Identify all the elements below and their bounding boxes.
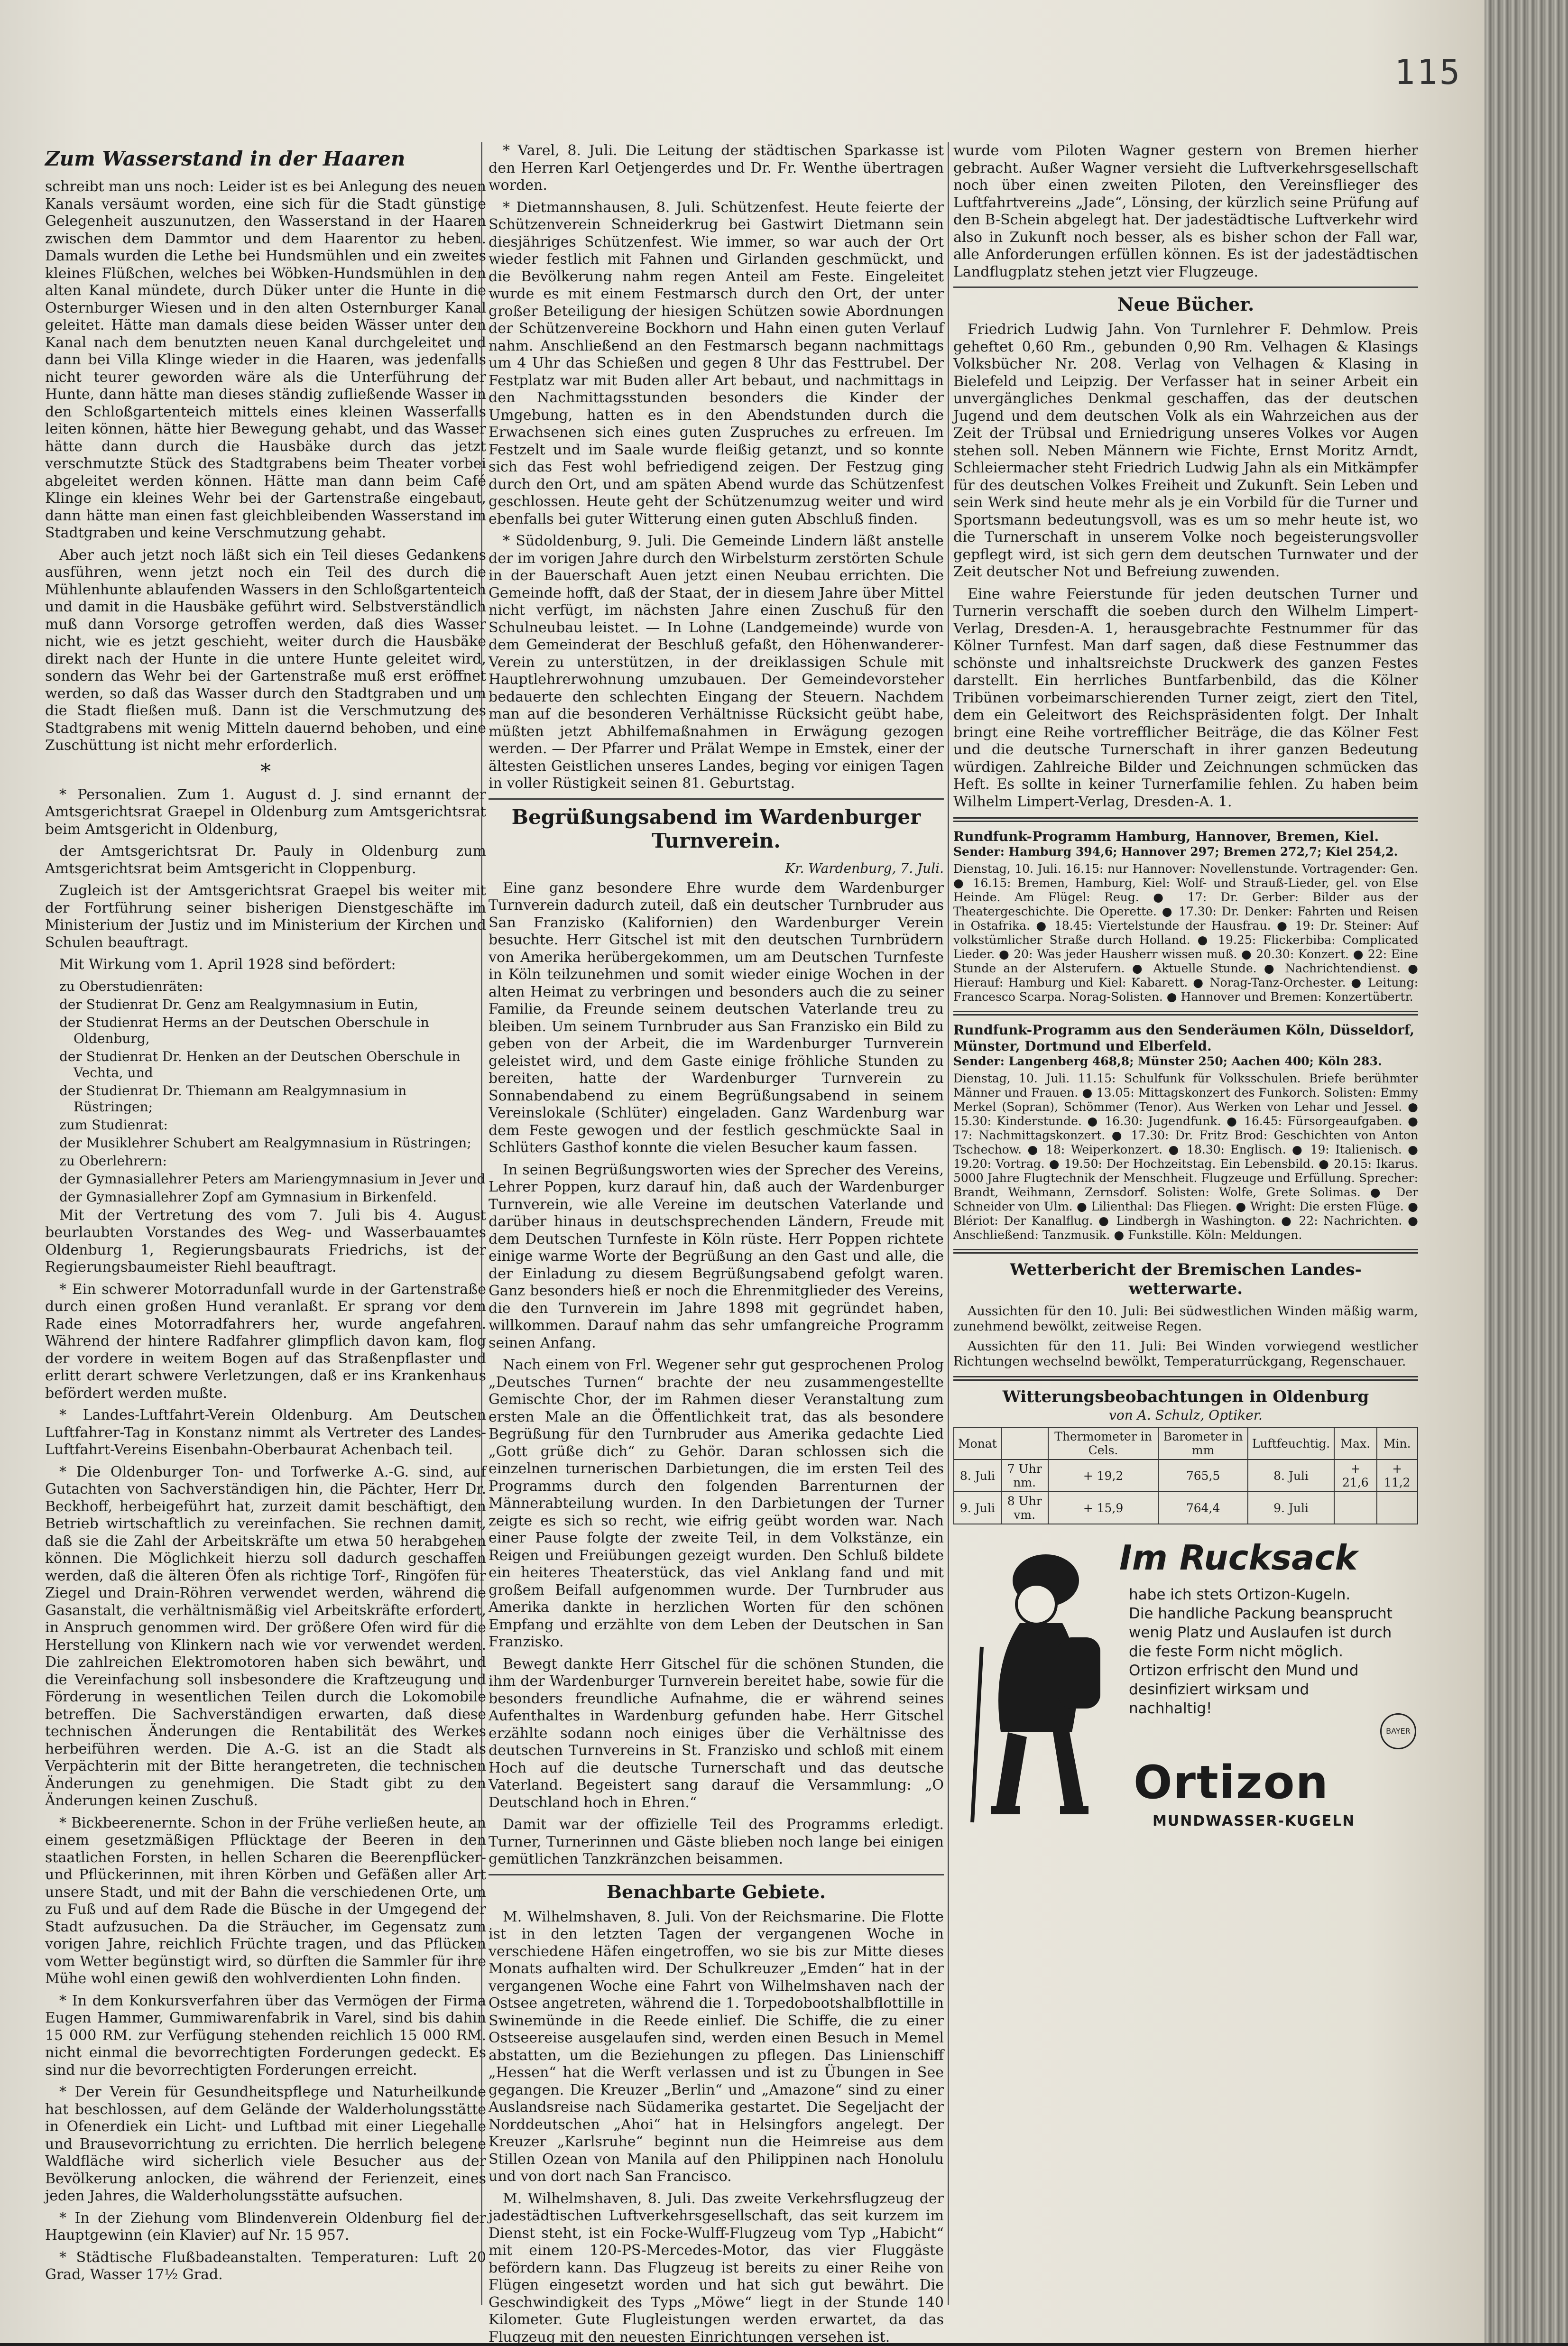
news-item: * Personalien. Zum 1. August d. J. sind ernannt der Amtsgerichtsrat Graepel in Oldenburg zum Amtsgerichtsrat beim Amtsgericht in Oldenburg, [45,786,486,839]
section-title: Neue Bücher. [953,294,1418,315]
section-divider-star: * [45,759,486,784]
table-header: Barometer in mm [1158,1427,1248,1459]
table-header: Luftfeuchtig. [1248,1427,1334,1459]
promotion-line: der Musiklehrer Schubert am Realgymnasium in Rüstringen; [45,1135,486,1151]
page-number: 115 [1394,52,1462,92]
bayer-cross-logo: BAYER [1380,1713,1416,1749]
news-item: * Bickbeerenernte. Schon in der Frühe verließen heute, an einem gesetzmäßigen Pflücktage der Beeren in den staatlichen Forsten, in hellen Scharen die Beerenpflücker- und Pflückerinnen, mit ihren Körben und Gefäßen aller Art unsere Stadt, und mit der Bahn die verschiedenen Orte, um zu Fuß und auf dem Rade die Büsche in der Umgegend der Stadt aufzusuchen. Da die Sträucher, im Gegensatz zum vorigen Jahre, reichlich Früchte tragen, und das Pflücken vom Wetter begünstigt wird, so dürften die Sammler für ihre Mühe wohl einen gewiß den wohlverdienten Lohn finden. [45,1815,486,1988]
ad-body-line: Die handliche Packung beansprucht wenig Platz und Auslaufen ist durch die feste Form nicht möglich. Ortizon erfrischt den Mund und desinfiziert wirksam und nachhaltig! [1129,1604,1394,1718]
column-rule [948,142,949,2305]
table-cell [1377,1492,1418,1524]
section-rule [489,798,944,800]
news-item: * Städtische Flußbadeanstalten. Temperaturen: Luft 20 Grad, Wasser 17½ Grad. [45,2249,486,2284]
table-cell [1334,1492,1376,1524]
article-paragraph: M. Wilhelmshaven, 8. Juli. Von der Reichsmarine. Die Flotte ist in den letzten Tagen der vergangenen Woche in verschiedene Häfen eingetroffen, wo sie bis zur Mitte dieses Monats aufhalten wird. Der Schulkreuzer „Emden“ hat in der vergangenen Woche eine Fahrt von Wilhelmshaven nach der Ostsee angetreten, während die 1. Torpedobootshalbflottille in Swinemünde in die Reede einlief. Die Schiffe, die zu einer Ostseereise ausgelaufen sind, werden einen Besuch in Memel abstatten, um die Beziehungen zu pflegen. Das Linienschiff „Hessen“ hat die Werft verlassen und ist zu Übungen in See gegangen. Die Kreuzer „Berlin“ und „Amazone“ sind zu einer Auslandsreise nach Südamerika gestartet. Die Segeljacht der Norddeutschen „Ahoi“ hat in Helsingfors angelegt. Der Kreuzer „Karlsruhe“ beginnt nun die Heimreise aus dem Stillen Ozean von Manila auf den Philippinen nach Honolulu und von dort nach San Francisco. [489,1909,944,2186]
promotion-line: der Gymnasiallehrer Zopf am Gymnasium in Birkenfeld. [45,1189,486,1205]
table-header: Thermometer in Cels. [1048,1427,1159,1459]
section-title: Wetterbericht der Bremischen Landes-wetterwarte. [953,1260,1418,1298]
news-item: * Varel, 8. Juli. Die Leitung der städtischen Sparkasse ist den Herren Karl Oetjengerdes und Dr. Fr. Wenthe übertragen worden. [489,142,944,194]
ortizon-advertisement [953,1533,1418,1837]
news-item: Zugleich ist der Amtsgerichtsrat Graepel bis weiter mit der Fortführung seiner bisherigen Dienstgeschäfte im Ministerium der Justiz und im Ministerium der Kirchen und Schulen beauftragt. [45,882,486,951]
table-header: Min. [1377,1427,1418,1459]
table-cell: 8. Juli [1248,1459,1334,1492]
section-title: Benachbarte Gebiete. [489,1881,944,1903]
promotion-line: zum Studienrat: [45,1117,486,1133]
hiker-illustration-icon [963,1542,1115,1827]
article-paragraph: Eine ganz besondere Ehre wurde dem Wardenburger Turnverein dadurch zuteil, daß ein deutscher Turnbruder aus San Franzisko (Kalifornien) den Wardenburger Verein besuchte. Herr Gitschel ist mit den deutschen Turnbrüdern von Amerika herübergekommen, um am Deutschen Turnfeste in Köln teilzunehmen und somit wieder einige Wochen in der alten Heimat zu verbringen und besonders auch die zu seiner Familie, da Freunde seinem deutschen Vaterlande treu zu bleiben. Um seinem Turnbruder aus San Franzisko ein Bild zu geben von der Arbeit, die im Wardenburger Turnverein geleistet wird, und dem Gaste einige fröhliche Stunden zu bereiten, hatte der Wardenburger Turnverein zu Sonnabendabend zu einem Begrüßungsabend in seinem Vereinslokale (Schlüter) eingeladen. Ganz Wardenburg war dem Feste gewogen und der festlich geschmückte Saal in Schlüters Gasthof konnte die vielen Besucher kaum fassen. [489,880,944,1157]
news-item: * In dem Konkursverfahren über das Vermögen der Firma Eugen Hammer, Gummiwarenfabrik in Varel, sind bis dahin 15 000 RM. zur Verfügung stehenden reichlich 15 000 RM. nicht einmal die bevorrechtigten Forderungen gedeckt. Es sind nur die bevorrechtigten Forderungen erreicht. [45,1993,486,2079]
table-cell: + 15,9 [1048,1492,1159,1524]
news-item: * Südoldenburg, 9. Juli. Die Gemeinde Lindern läßt anstelle der im vorigen Jahre durch den Wirbelsturm zerstörten Schule in der Bauerschaft Auen jetzt einen Neubau errichten. Die Gemeinde hofft, daß der Staat, der in diesem Jahre über Mittel nicht verfügt, im nächsten Jahre einen Zuschuß für den Schulneubau leistet. — In Lohne (Landgemeinde) wurde von dem Gemeinderat der Beschluß gefaßt, den Höhenwanderer-Verein zu unterstützen, in der dreiklassigen Schule mit Hauptlehrerwohnung umzubauen. Der Gemeindevorsteher bedauerte den schlechten Eingang der Steuern. Nachdem man auf die besonderen Verhältnisse Rücksicht geübt habe, müßten jetzt Abhilfemaßnahmen in Erwägung gezogen werden. — Der Pfarrer und Prälat Wempe in Emstek, einer der ältesten Geistlichen unseres Landes, beging vor einigen Tagen in voller Rüstigkeit seinen 81. Geburtstag. [489,533,944,793]
column-3 [953,142,1418,2305]
book-review: Friedrich Ludwig Jahn. Von Turnlehrer F. Dehmlow. Preis geheftet 0,60 Rm., gebunden 0,90 Rm. Velhagen & Klasings Volksbücher Nr. 208. Verlag von Velhagen & Klasing in Bielefeld und Leipzig. Der Verfasser hat in seiner Arbeit ein unvergängliches Denkmal geschaffen, das der deutschen Jugend und dem deutschen Volk als ein Wahrzeichen aus der Zeit der Trübsal und Erniedrigung unseres Volkes vor Augen stehen soll. Neben Männern wie Fichte, Ernst Moritz Arndt, Schleiermacher steht Friedrich Ludwig Jahn als ein Mitkämpfer für des deutschen Volkes Freiheit und Zukunft. Sein Leben und sein Werk sind heute mehr als je ein Vorbild für die Turner und Sportsmann bedeutungsvoll, was es um so mehr heute ist, wo die Turnerschaft in unserem Volke noch begeisterungsvoller gepflegt wird, ist sich gern dem deutschen Turnwater und der Zeit deutscher Not und Befreiung zuwenden. [953,321,1418,581]
table-cell: 764,4 [1158,1492,1248,1524]
promotion-line: der Studienrat Dr. Thiemann am Realgymnasium in Rüstringen; [45,1083,486,1115]
table-header-row [954,1427,1418,1459]
table-header: Max. [1334,1427,1376,1459]
table-row [954,1492,1418,1524]
column-2 [489,142,944,2305]
ad-brand: Ortizon [1134,1756,1329,1809]
column-1 [45,142,486,2305]
promotion-line: der Studienrat Dr. Genz am Realgymnasium in Eutin, [45,997,486,1013]
table-cell: 765,5 [1158,1459,1248,1492]
article-paragraph: Damit war der offizielle Teil des Programms erledigt. Turner, Turnerinnen und Gäste blieben noch lange bei einigen gemütlichen Tanzkränzchen beisammen. [489,1816,944,1868]
section-rule [953,286,1418,288]
table-header: Monat [954,1427,1001,1459]
article-paragraph: schreibt man uns noch: Leider ist es bei Anlegung des neuen Kanals versäumt worden, eine sich für die Stadt günstige Gelegenheit auszunutzen, den Wasserstand in der Haaren zwischen dem Dammtor und dem Haarentor zu heben. Damals wurden die Lethe bei Hundsmühlen und ein zweites kleines Flüßchen, welches bei Wöbken-Hundsmühlen in den alten Kanal mündete, durch Düker unter die Hunte in die Osternburger Wiesen und in den alten Osternburger Kanal geleitet. Hätte man damals diese beiden Wässer unter den Kanal nach dem benutzten neuen Kanal durchgeleitet und dann bei Villa Klinge wieder in die Haaren, was jedenfalls nicht teurer geworden wäre als die Unterführung der Hunte, dann hätte man dieses ständig zufließende Wasser in den Schloßgartenteich mittels eines kleinen Wasserfalls leiten können, hätte hier Bewegung gehabt, und das Wasser hätte dann durch die Hausbäke durch das jetzt verschmutzte Stück des Stadtgrabens beim Theater vorbei abgeleitet werden können. Hätte man dann beim Café Klinge ein kleines Wehr bei der Gartenstraße eingebaut, dann hätte man einen fast gleichbleibenden Wasserstand im Stadtgraben und keine Verschmutzung gehabt. [45,178,486,542]
radio-program-text: Dienstag, 10. Juli. 11.15: Schulfunk für Volksschulen. Briefe berühmter Männer und Frauen. ● 13.05: Mittagskonzert des Funkorch. Solisten: Emmy Merkel (Sopran), Schömmer (Tenor). Aus Werken von Lehar und Jessel. ● 15.30: Kinderstunde. ● 16.30: Jugendfunk. ● 16.45: Fürsorgeaufgaben. ● 17: Nachmittagskonzert. ● 17.30: Dr. Fritz Brod: Geschichten von Anton Tschechow. ● 18: Weiperkonzert. ● 18.30: Englisch. ● 19: Italienisch. ● 19.20: Vortrag. ● 19.50: Der Hochzeitstag. Ein Lebensbild. ● 20.15: Ikarus. 5000 Jahre Flugtechnik der Menschheit. Flugzeuge und Erfüllung. Sprecher: Brandt, Weihmann, Zernsdorf. Solisten: Wolfe, Grete Solimas. ● Der Schneider von Ulm. ● Lilienthal: Das Fliegen. ● Wright: Die ersten Flüge. ● Blériot: Der Kanalflug. ● Lindbergh in Washington. ● 22: Nachrichten. ● Anschließend: Tanzmusik. ● Funkstille. Köln: Meldungen. [953,1071,1418,1242]
table-cell: 8. Juli [954,1459,1001,1492]
radio-program-heading: Rundfunk-Programm Hamburg, Hannover, Bremen, Kiel. [953,829,1418,845]
section-rule [953,1011,1418,1016]
article-paragraph: In seinen Begrüßungsworten wies der Sprecher des Vereins, Lehrer Poppen, kurz darauf hin, daß auch der Wardenburger Turnverein, wie alle Vereine im deutschen Vaterlande und darüber hinaus in deutschsprechenden Ländern, Freude mit dem Deutschen Turnfeste in Köln rüste. Herr Poppen richtete einige warme Worte der Begrüßung an den Gast und alle, die der Einladung zu diesem Begrüßungsabend gefolgt waren. Ganz besonders hieß er noch die Ehrenmitglieder des Vereins, die den Turnverein im Jahre 1898 mit gegründet haben, willkommen. Darauf nahm das sehr umfangreiche Programm seinen Anfang. [489,1162,944,1352]
table-cell: + 21,6 [1334,1459,1376,1492]
article-title: Zum Wasserstand in der Haaren [45,147,486,171]
article-paragraph: Aber auch jetzt noch läßt sich ein Teil dieses Gedankens ausführen, wenn jetzt noch ein Teil des durch die Mühlenhunte ablaufenden Wassers in den Schloßgartenteich und damit in die Hausbäke geführt wird. Selbstverständlich muß dann Vorsorge getroffen werden, daß dies Wasser nicht, wie es jetzt geschieht, weiter durch die Hausbäke direkt nach der Hunte in die untere Hunte geleitet wird, sondern das Wehr bei der Gartenstraße muß erst eröffnet werden, so daß das Wasser durch den Stadtgraben und um die Stadt fließen muß. Dann ist die Verschmutzung des Stadtgrabens mit wenig Mitteln dauernd behoben, und eine Zuschüttung ist nicht mehr erforderlich. [45,547,486,755]
ad-body-line: habe ich stets Ortizon-Kugeln. [1129,1585,1394,1604]
table-header [1001,1427,1048,1459]
section-rule [953,817,1418,822]
table-cell: 9. Juli [1248,1492,1334,1524]
news-item: Mit der Vertretung des vom 7. Juli bis 4. August beurlaubten Vorstandes des Weg- und Wasserbauamtes Oldenburg 1, Regierungsbaurats Friedrichs, ist der Regierungsbaumeister Riehl beauftragt. [45,1207,486,1276]
news-item: * Der Verein für Gesundheitspflege und Naturheilkunde hat beschlossen, auf dem Gelände der Walderholungsstätte in Ofenerdiek ein Licht- und Luftbad mit einer Liegehalle und Brausevorrichtung zu errichten. Die herrlich belegene Waldfläche wird sicherlich viele Besucher aus der Bevölkerung anlocken, die während der Ferienzeit, eines jeden Jahres, die Walderholungsstätte aufsuchen. [45,2084,486,2205]
news-item: * Dietmannshausen, 8. Juli. Schützenfest. Heute feierte der Schützenverein Schneiderkrug bei Gastwirt Dietmann sein diesjähriges Schützenfest. Wie immer, so war auch der Ort wieder festlich mit Fahnen und Girlanden geschmückt, und die Bevölkerung nahm regen Anteil am Feste. Eingeleitet wurde es mit einem Festmarsch durch den Ort, der unter großer Beteiligung der hiesigen Schützen sowie Abordnungen der Schützenvereine Bockhorn und Hahn einen guten Verlauf nahm. Anschließend an den Festmarsch begann nachmittags um 4 Uhr das Schießen und gegen 8 Uhr das Festtrubel. Der Festplatz war mit Buden aller Art bebaut, und nachmittags in den Nachmittagsstunden besonders die Kinder der Umgebung, hatten es in den Abendstunden durch die Erwachsenen sich eines guten Zuspruches zu erfreuen. Im Festzelt und im Saale wurde fleißig getanzt, und so konnte sich das Fest wohl befriedigend zeigen. Der Festzug ging durch den Ort, und am späten Abend wurde das Schützenfest geschlossen. Heute geht der Schützenumzug weiter und wird ebenfalls bei guter Witterung einen guten Abschluß finden. [489,199,944,528]
news-item: der Amtsgerichtsrat Dr. Pauly in Oldenburg zum Amtsgerichtsrat beim Amtsgericht in Cloppenburg. [45,843,486,877]
book-binding-edge [1485,0,1568,2343]
radio-program-text: Dienstag, 10. Juli. 16.15: nur Hannover: Novellenstunde. Vortragender: Gen. ● 16.15: Bremen, Hamburg, Kiel: Wolf- und Strauß-Lieder, gel. von Else Heinde. Am Flügel: Reug. ● 17: Dr. Gerber: Bilder aus der Theatergeschichte. Die Operette. ● 17.30: Dr. Denker: Fahrten und Reisen in Ostafrika. ● 18.45: Viertelstunde der Hausfrau. ● 19: Dr. Steiner: Auf volkstümlicher Straße durch Holland. ● 19.25: Flickerbiba: Complicated Lieder. ● 20: Was jeder Hausherr wissen muß. ● 20.30: Konzert. ● 22: Eine Stunde an der Alsterufern. ● Aktuelle Stunde. ● Nachrichtendienst. ● Hierauf: Hamburg und Kiel: Kabarett. ● Norag-Tanz-Orchester. ● Leitung: Francesco Scarpa. Norag-Solisten. ● Hannover und Bremen: Konzertübertr. [953,862,1418,1004]
radio-sender-list: Sender: Langenberg 468,8; Münster 250; Aachen 400; Köln 283. [953,1054,1418,1069]
table-row [954,1459,1418,1492]
article-paragraph: wurde vom Piloten Wagner gestern von Bremen hierher gebracht. Außer Wagner versieht die Luftverkehrsgesellschaft noch über einen zweiten Piloten, den Vereinsflieger des Luftfahrtvereins „Jade“, Lönsing, der kürzlich seine Prüfung auf den B-Schein abgelegt hat. Der jadestädtische Luftverkehr wird also in Zukunft noch besser, als es bisher schon der Fall war, alle Anforderungen erfüllen können. Es ist der jadestädtischen Landflugplatz stehen jetzt vier Flugzeuge. [953,142,1418,281]
news-item: * Ein schwerer Motorradunfall wurde in der Gartenstraße durch einen großen Hund veranlaßt. Er sprang vor dem Rade eines Motorradfahrers her, wurde angefahren. Während der hintere Radfahrer glimpflich davon kam, flog der vordere in weitem Bogen auf das Straßenpflaster und erlitt derart schwere Verletzungen, daß er ins Krankenhaus befördert werden mußte. [45,1281,486,1403]
table-cell: + 11,2 [1377,1459,1418,1492]
news-item: * Landes-Luftfahrt-Verein Oldenburg. Am Deutschen Luftfahrer-Tag in Konstanz nimmt als Vertreter des Landes-Luftfahrt-Vereins Eisenbahn-Oberbaurat Achenbach teil. [45,1407,486,1459]
section-title: Witterungsbeobachtungen in Oldenburg [953,1387,1418,1406]
article-paragraph: Bewegt dankte Herr Gitschel für die schönen Stunden, die ihm der Wardenburger Turnverein bereitet habe, sowie für die besonders freundliche Aufnahme, die er während seines Aufenthaltes in Wardenburg gefunden habe. Herr Gitschel erzählte sodann noch einiges über die Verhältnisse des deutschen Turnvereins in St. Franzisko und schloß mit einem Hoch auf die deutsche Turnerschaft und das deutsche Vaterland. Begeistert sang darauf die Versammlung: „O Deutschland hoch in Ehren.“ [489,1656,944,1812]
table-cell: + 19,2 [1048,1459,1159,1492]
promotion-line: der Studienrat Dr. Henken an der Deutschen Oberschule in Vechta, und [45,1049,486,1081]
section-rule [953,1249,1418,1254]
ad-subtitle: MUNDWASSER-KUGELN [1153,1813,1356,1829]
promotion-line: der Gymnasiallehrer Peters am Mariengymnasium in Jever und [45,1171,486,1187]
table-cell: 9. Juli [954,1492,1001,1524]
table-cell: 7 Uhr nm. [1001,1459,1048,1492]
news-item: * In der Ziehung vom Blindenverein Oldenburg fiel der Hauptgewinn (ein Klavier) auf Nr. 15 957. [45,2210,486,2244]
promotion-line: zu Oberlehrern: [45,1153,486,1169]
article-title: Begrüßungsabend im Wardenburger Turnverein. [489,805,944,853]
book-review: Eine wahre Feierstunde für jeden deutschen Turner und Turnerin verschafft die soeben durch den Wilhelm Limpert-Verlag, Dresden-A. 1, herausgebrachte Festnummer für das Kölner Turnfest. Man darf sagen, daß diese Festnummer das schönste und inhaltsreichste Druckwerk des ganzen Festes darstellt. Ein herrliches Buntfarbenbild, das die Kölner Tribünen vorbeimarschierenden Turner zeigt, ziert den Titel, dem ein Geleitwort des Reichspräsidenten folgt. Der Inhalt bringt eine Reihe vortrefflicher Beiträge, die das Kölner Fest und die deutsche Turnerschaft in ihrer ganzen Bedeutung würdigen. Zahlreiche Bilder und Zeichnungen schmücken das Heft. Es sollte in keiner Turnerfamilie fehlen. Zu haben beim Wilhelm Limpert-Verlag, Dresden-A. 1. [953,586,1418,811]
byline: von A. Schulz, Optiker. [953,1407,1418,1423]
weather-forecast: Aussichten für den 11. Juli: Bei Winden vorwiegend westlicher Richtungen wechselnd bewölkt, Temperaturrückgang, Regenschauer. [953,1339,1418,1369]
promotion-line: zu Oberstudienräten: [45,979,486,995]
ad-body [1129,1585,1394,1718]
ad-headline: Im Rucksack [1119,1538,1357,1578]
article-paragraph: Nach einem von Frl. Wegener sehr gut gesprochenen Prolog „Deutsches Turnen“ brachte der neu zusammengestellte Gemischte Chor, der im Rahmen dieser Veranstaltung zum ersten Male an die Öffentlichkeit trat, das als besondere Begrüßung für den Turnbruder aus Amerika gedachte Lied „Gott grüße dich“ zu Gehör. Daran schlossen sich die einzelnen turnerischen Darbietungen, die im ersten Teil des Programms durch den folgenden Barrenturnen der Männerabteilung wurden. In den Darbietungen der Turner zeigte es sich so recht, wie eifrig geübt worden war. Nach einer Pause folgte der zweite Teil, in dem Volkstänze, ein Reigen und Freiübungen gezeigt wurden. Den Schluß bildete ein heiteres Theaterstück, das viel Anklang fand und mit großem Beifall aufgenommen wurde. Der Turnbruder aus Amerika dankte in herzlichen Worten für den schönen Empfang und erzählte von dem Leben der Deutschen in San Franzisko. [489,1357,944,1651]
radio-program-heading: Rundfunk-Programm aus den Senderäumen Köln, Düsseldorf, Münster, Dortmund und Elberfeld. [953,1022,1418,1054]
weather-forecast: Aussichten für den 10. Juli: Bei südwestlichen Winden mäßig warm, zunehmend bewölkt, zeitweise Regen. [953,1304,1418,1334]
article-paragraph: M. Wilhelmshaven, 8. Juli. Das zweite Verkehrsflugzeug der jadestädtischen Luftverkehrsgesellschaft, das seit kurzem im Dienst steht, ist ein Focke-Wulff-Flugzeug vom Typ „Habicht“ mit einem 120-PS-Mercedes-Motor, das vier Fluggäste befördern kann. Das Flugzeug ist bereits zu einer Reihe von Flügen eingesetzt worden und hat sich gut bewährt. Die Geschwindigkeit des Typs „Möwe“ liegt in der Stunde 140 Kilometer. Gute Flugleistungen werden erwartet, da das Flugzeug mit den neuesten Einrichtungen versehen ist. [489,2190,944,2346]
news-item: Mit Wirkung vom 1. April 1928 sind befördert: [45,956,486,974]
news-item: * Die Oldenburger Ton- und Torfwerke A.-G. sind, auf Gutachten von Sachverständigen hin, die Pächter, Herr Dr. Beckhoff, herbeigeführt hat, zurzeit damit beschäftigt, den Betrieb wirtschaftlich zu vereinfachen. Sie rechnen damit, daß sie die Zahl der Arbeitskräfte um etwa 50 herabgehen können. Die Möglichkeit hierzu soll dadurch geschaffen werden, daß die älteren Öfen als richtige Torf-, Ringöfen für Ziegel und Drain-Röhren verwendet werden, während die Gasanstalt, die verhältnismäßig viel Arbeitskräfte erfordert, in Anspruch genommen wird. Der größere Ofen wird für die Herstellung von Klinkern nach wie vor verwendet werden. Die zahlreichen Elektromotoren haben sich bewährt, und die Vereinfachung soll insbesondere die Kraftzeugung und Förderung in wesentlichen Teilen durch die Lokomobile betreffen. Die Sachverständigen erwarten, daß diese technischen Änderungen die Rentabilität des Werkes herbeiführen werden. Die A.-G. ist an die Stadt als Verpächterin mit der Bitte herangetreten, die technischen Änderungen zu genehmigen. Die Stadt gibt zu den Änderungen keinen Zuschuß. [45,1464,486,1810]
weather-table [953,1427,1418,1524]
table-cell: 8 Uhr vm. [1001,1492,1048,1524]
radio-sender-list: Sender: Hamburg 394,6; Hannover 297; Bremen 272,7; Kiel 254,2. [953,845,1418,859]
dateline: Kr. Wardenburg, 7. Juli. [489,860,944,876]
promotion-line: der Studienrat Herms an der Deutschen Oberschule in Oldenburg, [45,1015,486,1047]
section-rule [489,1874,944,1875]
section-rule [953,1376,1418,1381]
